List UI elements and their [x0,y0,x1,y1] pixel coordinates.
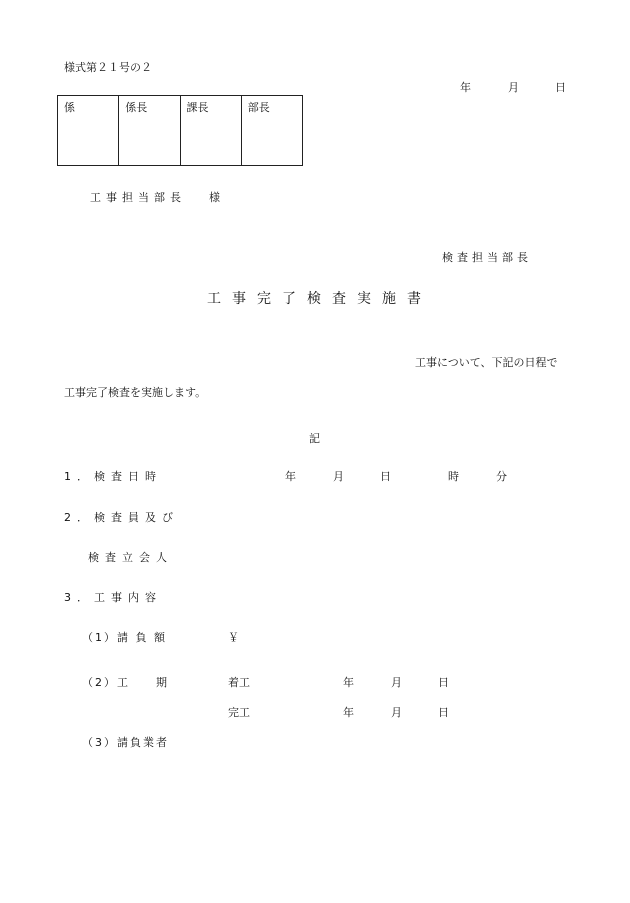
addressee-name: 工事担当部長 [90,191,186,204]
inspection-minute-unit: 分 [496,470,507,483]
header-date-year: 年 [460,81,471,94]
form-number: 様式第２１号の２ [64,61,152,74]
document-title: 工事完了検査実施書 [207,291,432,307]
inspection-hour-unit: 時 [448,470,459,483]
ki-heading: 記 [309,432,320,445]
inspection-year-unit: 年 [285,470,296,483]
inspection-day-unit: 日 [380,470,391,483]
contents-label: 3．工事内容 [64,591,162,604]
inspection-datetime-label: 1．検査日時 [64,470,162,483]
approval-cell-staff[interactable]: 係 [58,96,119,166]
period-end-month-unit: 月 [391,706,402,719]
approval-cell-chief[interactable]: 係長 [119,96,180,166]
inspectors-label-line-2: 検査立会人 [88,551,173,564]
header-date-day: 日 [555,81,566,94]
period-start-year-unit: 年 [343,676,354,689]
period-end-label: 完工 [228,706,250,719]
contract-amount-label: （1）請 負 額 [82,631,167,644]
body-text-line-2: 工事完了検査を実施します。 [64,386,207,399]
approval-stamp-table [57,95,303,166]
yen-sign: ￥ [228,631,239,644]
period-start-day-unit: 日 [438,676,449,689]
body-text-line-1: 工事について、下記の日程で [415,356,558,369]
period-label: （2）工 期 [82,676,169,689]
period-end-year-unit: 年 [343,706,354,719]
approval-cell-department-manager[interactable]: 部長 [241,96,302,166]
contractor-label: （3）請負業者 [82,736,169,749]
approval-cell-section-manager[interactable]: 課長 [180,96,241,166]
inspectors-label-line-1: 2．検査員及び [64,511,179,524]
sender-name: 検査担当部長 [442,251,532,264]
inspection-month-unit: 月 [333,470,344,483]
addressee-honorific: 様 [209,191,220,204]
period-end-day-unit: 日 [438,706,449,719]
header-date-month: 月 [508,81,519,94]
period-start-label: 着工 [228,676,250,689]
period-start-month-unit: 月 [391,676,402,689]
